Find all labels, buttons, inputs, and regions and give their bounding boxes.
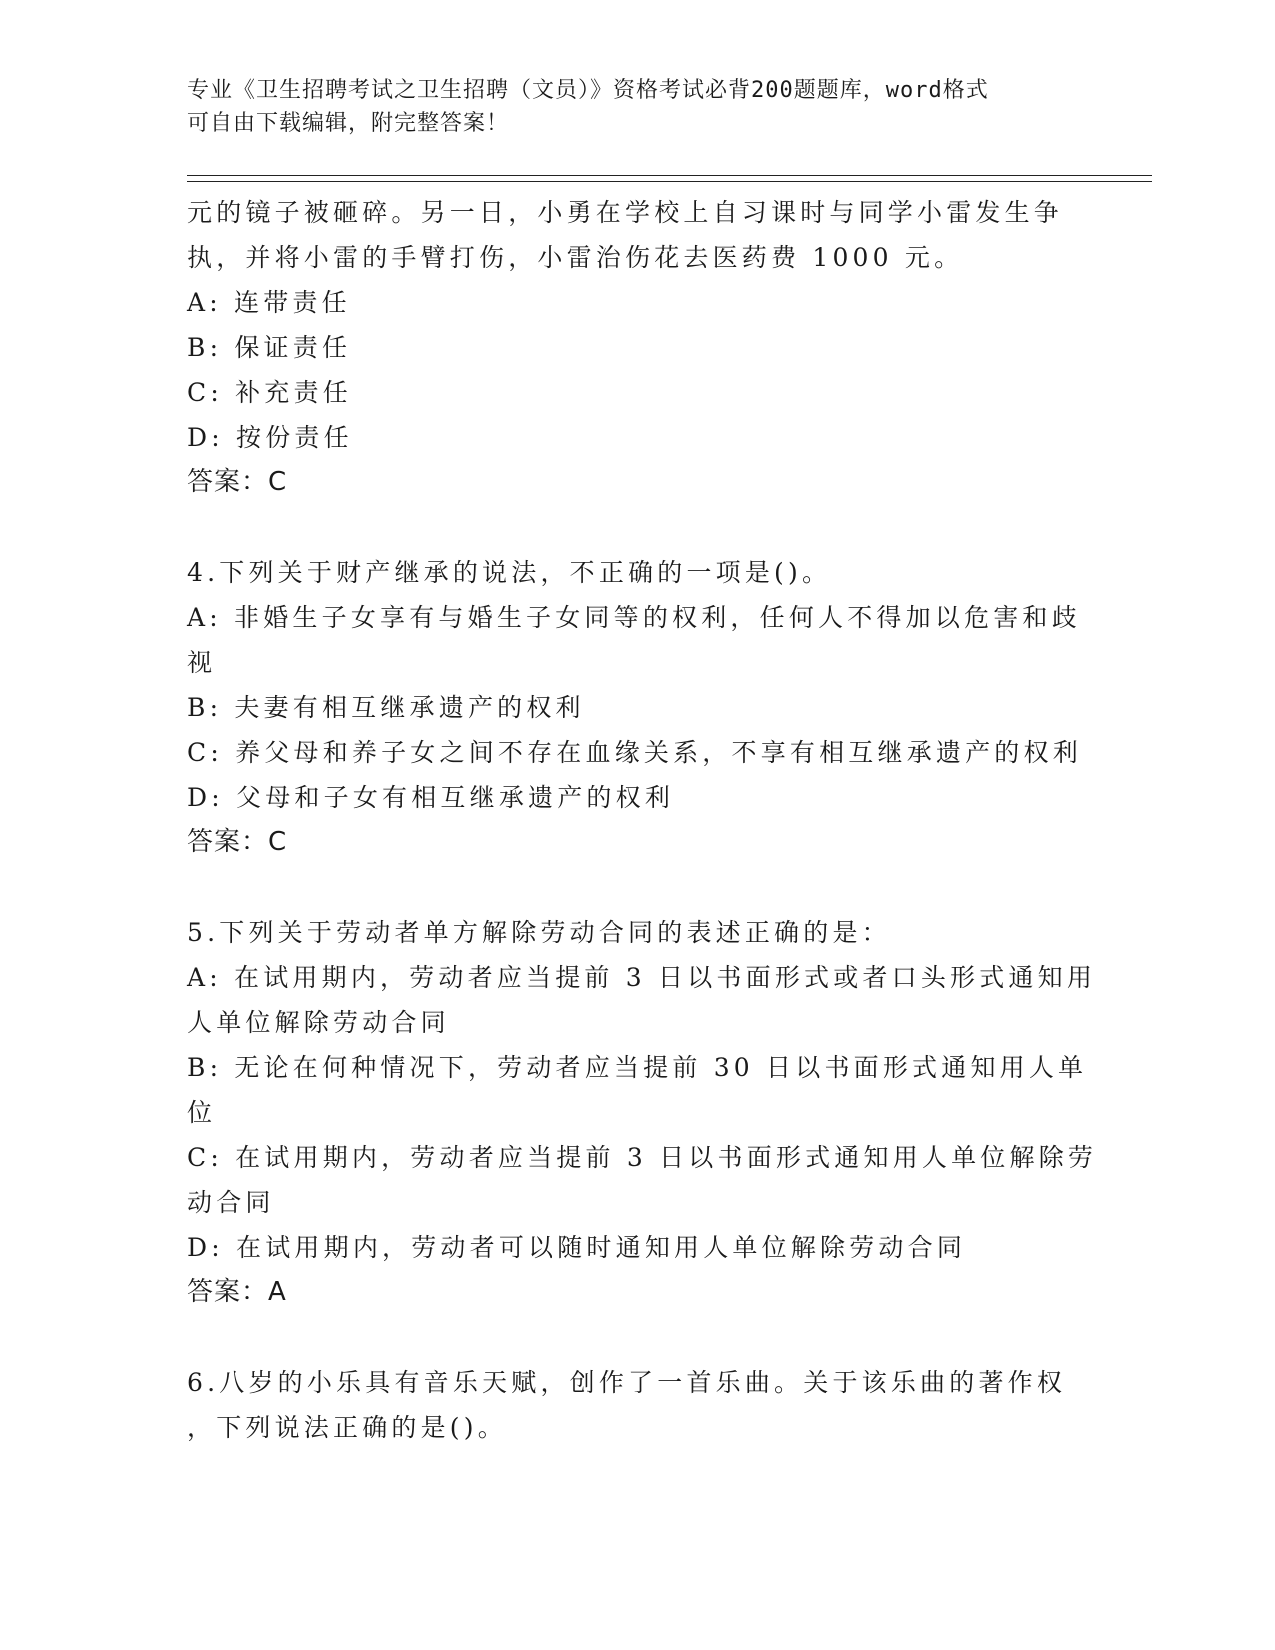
q4-option-a-line-2: 视	[187, 648, 217, 677]
q3-option-b: B: 保证责任	[187, 333, 352, 362]
q5-answer: 答案：A	[187, 1277, 287, 1307]
q6-stem-line-2: ，下列说法正确的是()。	[187, 1413, 507, 1442]
spacer	[187, 505, 1087, 550]
q5-option-a-line-1: A: 在试用期内，劳动者应当提前 3 日以书面形式或者口头形式通知用	[187, 963, 1097, 992]
q3-option-c: C: 补充责任	[187, 378, 352, 407]
q6-stem-line-1: 6.八岁的小乐具有音乐天赋，创作了一首乐曲。关于该乐曲的著作权	[187, 1368, 1067, 1397]
q5-option-b-line-2: 位	[187, 1098, 217, 1127]
q4-option-a-line-1: A: 非婚生子女享有与婚生子女同等的权利，任何人不得加以危害和歧	[187, 603, 1081, 632]
q5-option-a-line-2: 人单位解除劳动合同	[187, 1008, 450, 1037]
header-divider-bottom	[187, 181, 1152, 182]
header-divider-top	[187, 175, 1152, 176]
q3-answer: 答案：C	[187, 467, 288, 497]
q4-option-d: D: 父母和子女有相互继承遗产的权利	[187, 783, 675, 812]
q5-option-d: D: 在试用期内，劳动者可以随时通知用人单位解除劳动合同	[187, 1233, 967, 1262]
q3-option-d: D: 按份责任	[187, 423, 353, 452]
document-header	[187, 74, 1067, 140]
q5-stem: 5.下列关于劳动者单方解除劳动合同的表述正确的是：	[187, 918, 891, 947]
question-body	[187, 190, 1098, 1450]
q3-stem-line-1: 元的镜子被砸碎。另一日，小勇在学校上自习课时与同学小雷发生争	[187, 198, 1064, 227]
header-line-1: 专业《卫生招聘考试之卫生招聘（文员）》资格考试必背200题题库，word格式	[187, 78, 989, 103]
q5-option-b-line-1: B: 无论在何种情况下，劳动者应当提前 30 日以书面形式通知用人单	[187, 1053, 1088, 1082]
q3-option-a: A: 连带责任	[187, 288, 351, 317]
q4-answer: 答案：C	[187, 827, 288, 857]
q4-option-b: B: 夫妻有相互继承遗产的权利	[187, 693, 585, 722]
q4-stem: 4.下列关于财产继承的说法，不正确的一项是()。	[187, 558, 832, 587]
header-line-2: 可自由下载编辑，附完整答案！	[187, 111, 510, 136]
q3-stem-line-2: 执，并将小雷的手臂打伤，小雷治伤花去医药费 1000 元。	[187, 243, 964, 272]
q4-option-c: C: 养父母和养子女之间不存在血缘关系，不享有相互继承遗产的权利	[187, 738, 1082, 767]
q5-option-c-line-1: C: 在试用期内，劳动者应当提前 3 日以书面形式通知用人单位解除劳	[187, 1143, 1098, 1172]
spacer	[187, 865, 1087, 910]
spacer	[187, 1315, 1087, 1360]
q5-option-c-line-2: 动合同	[187, 1188, 275, 1217]
